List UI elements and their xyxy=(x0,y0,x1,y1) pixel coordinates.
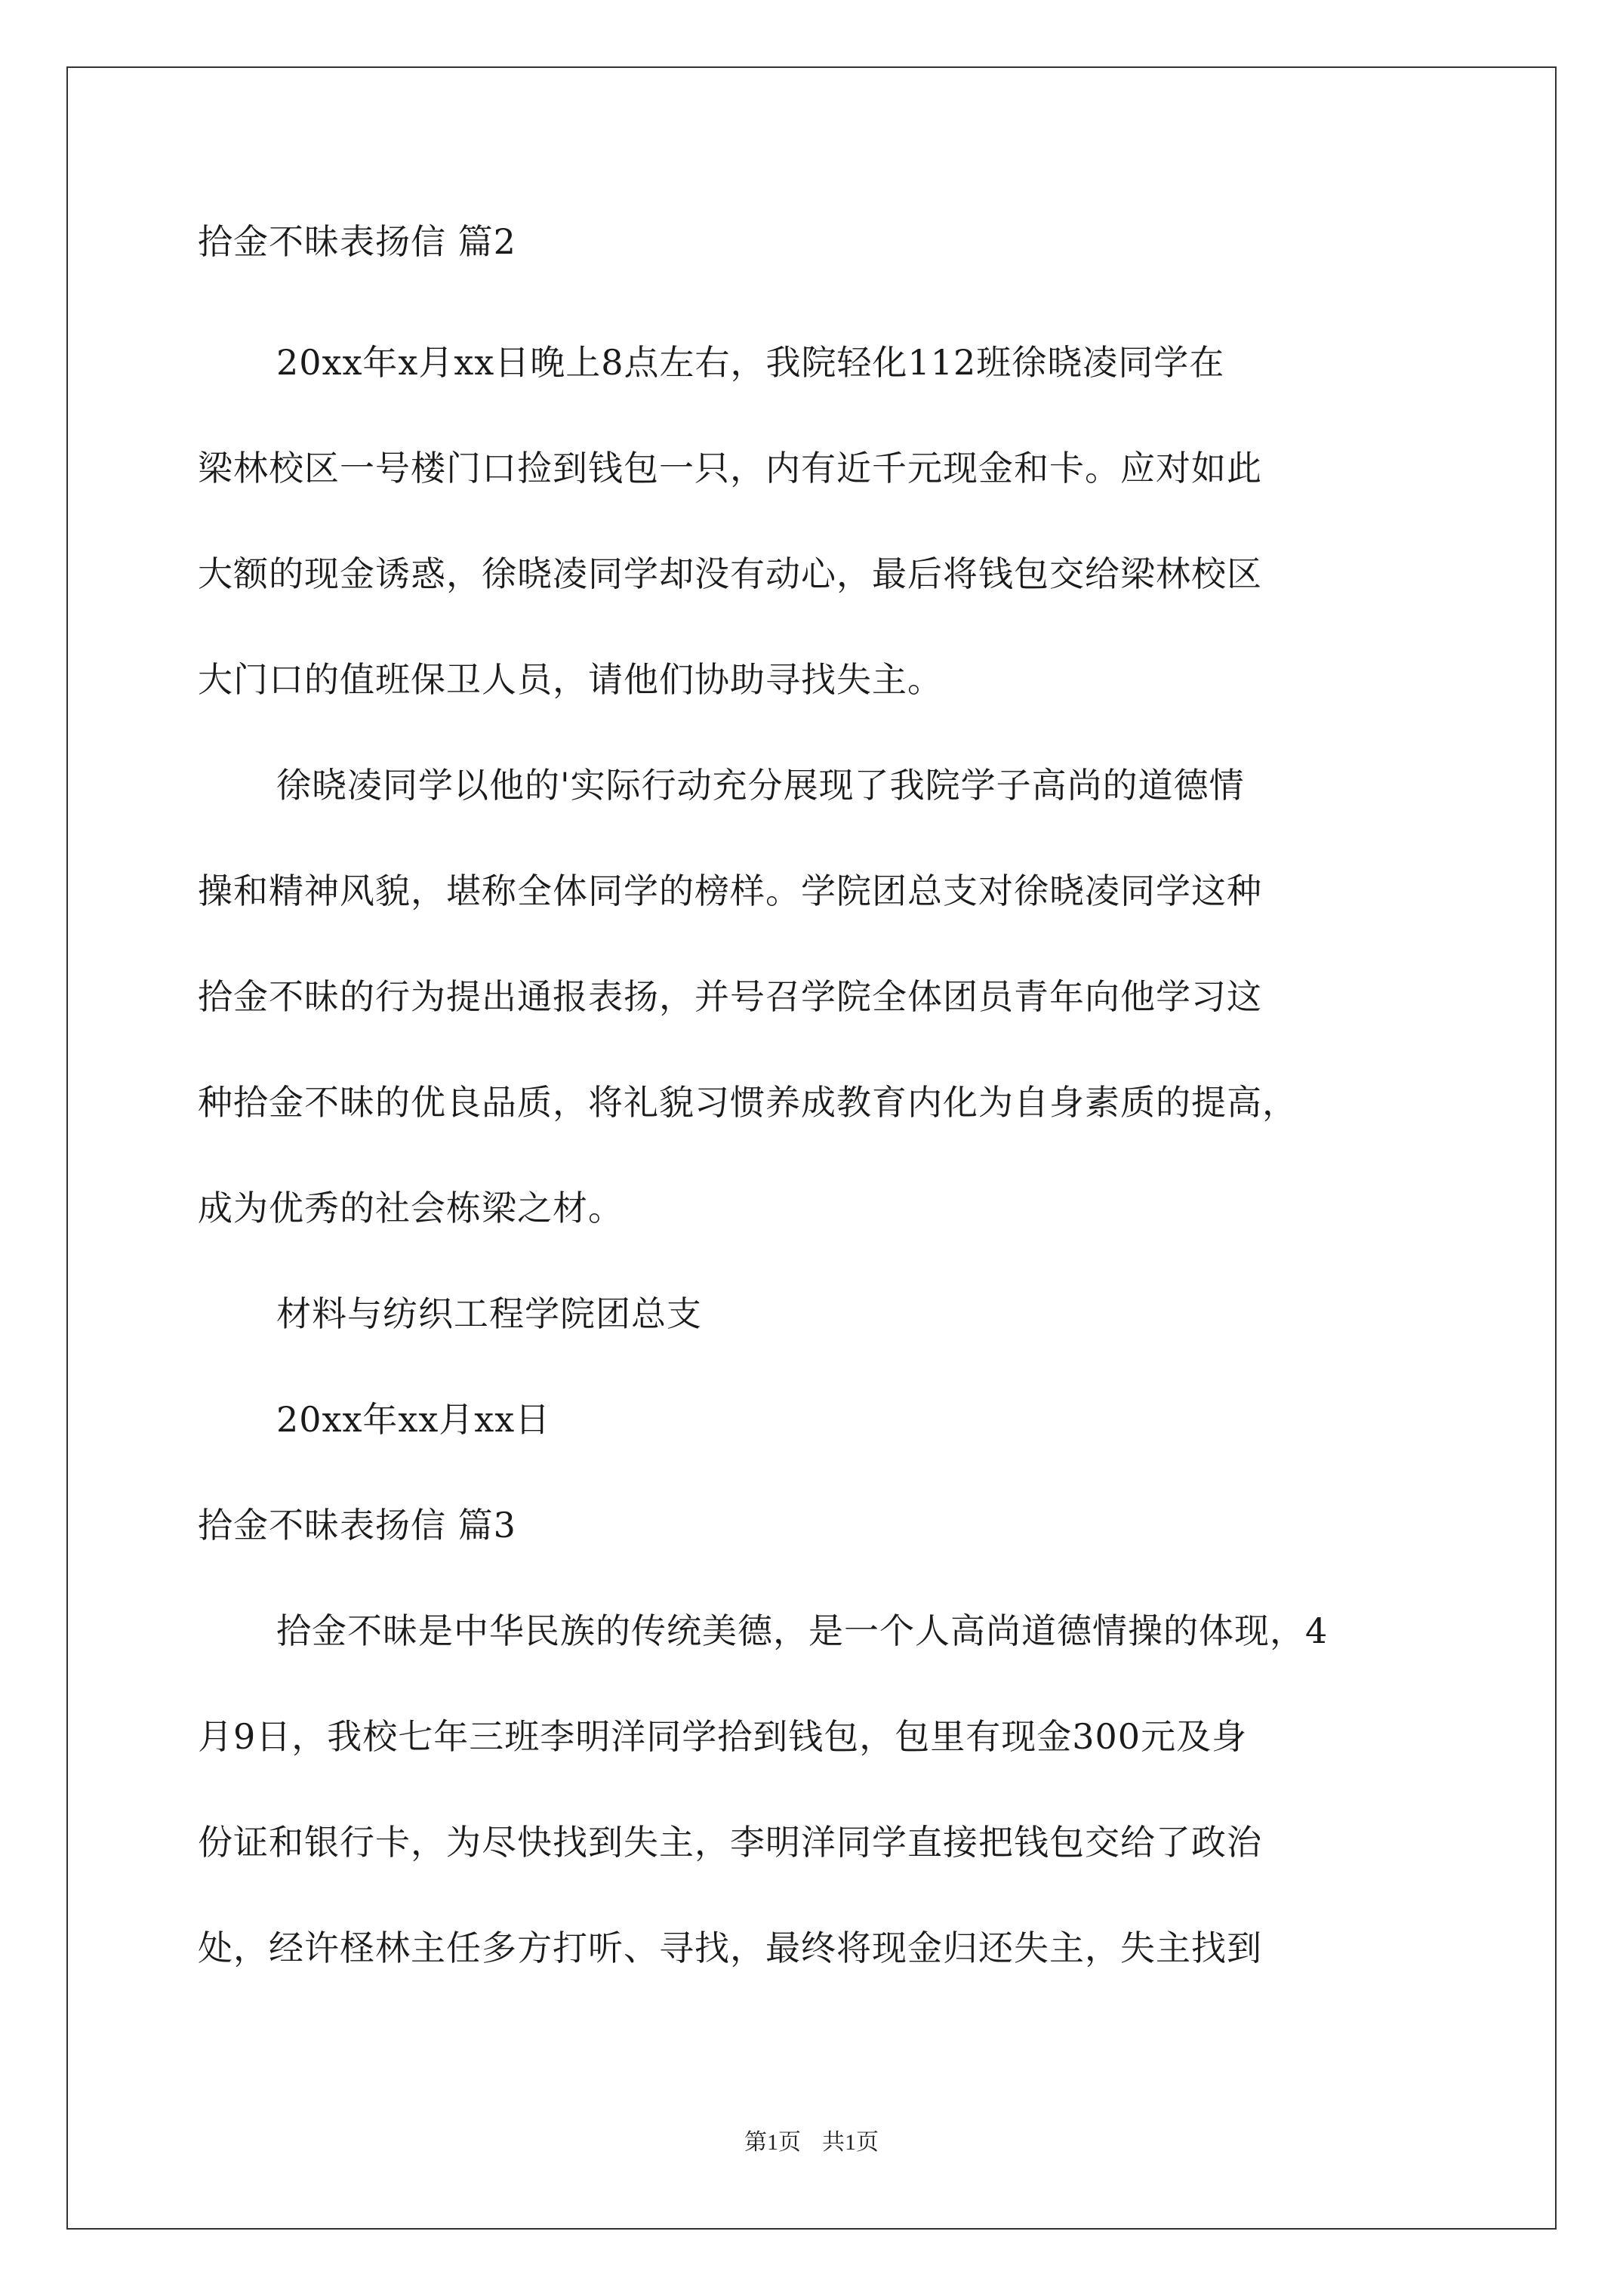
signature-org: 材料与纺织工程学院团总支 xyxy=(276,1293,702,1334)
paragraph-line: 操和精神风貌，堪称全体同学的榜样。学院团总支对徐晓凌同学这种 xyxy=(198,871,1262,911)
paragraph-line: 份证和银行卡，为尽快找到失主，李明洋同学直接把钱包交给了政治 xyxy=(198,1822,1262,1863)
signature-date: 20xx年xx月xx日 xyxy=(276,1399,551,1440)
paragraph-line: 徐晓凌同学以他的'实际行动充分展现了我院学子高尚的道德情 xyxy=(276,765,1245,806)
paragraph-line: 大门口的值班保卫人员，请他们协助寻找失主。 xyxy=(198,659,943,700)
section-heading-2: 拾金不昧表扬信 篇2 xyxy=(198,221,516,262)
page-number: 第1页 xyxy=(744,2130,801,2155)
paragraph-line: 种拾金不昧的优良品质，将礼貌习惯养成教育内化为自身素质的提高， xyxy=(198,1082,1298,1123)
paragraph-line: 拾金不昧的行为提出通报表扬，并号召学院全体团员青年向他学习这 xyxy=(198,976,1262,1017)
paragraph-line: 大额的现金诱惑，徐晓凌同学却没有动心，最后将钱包交给梁林校区 xyxy=(198,553,1262,594)
paragraph-line: 20xx年x月xx日晚上8点左右，我院轻化112班徐晓凌同学在 xyxy=(276,342,1225,383)
paragraph-line: 梁林校区一号楼门口捡到钱包一只，内有近千元现金和卡。应对如此 xyxy=(198,448,1262,488)
page-footer xyxy=(0,2128,1623,2158)
page-total: 共1页 xyxy=(822,2130,879,2155)
paragraph-line: 月9日，我校七年三班李明洋同学拾到钱包，包里有现金300元及身 xyxy=(198,1716,1248,1757)
page-border xyxy=(66,66,1557,2230)
section-heading-3: 拾金不昧表扬信 篇3 xyxy=(198,1505,516,1546)
paragraph-line: 拾金不昧是中华民族的传统美德，是一个人高尚道德情操的体现，4 xyxy=(276,1610,1329,1651)
paragraph-line: 成为优秀的社会栋梁之材。 xyxy=(198,1188,624,1228)
paragraph-line: 处，经许柽林主任多方打听、寻找，最终将现金归还失主，失主找到 xyxy=(198,1928,1262,1968)
